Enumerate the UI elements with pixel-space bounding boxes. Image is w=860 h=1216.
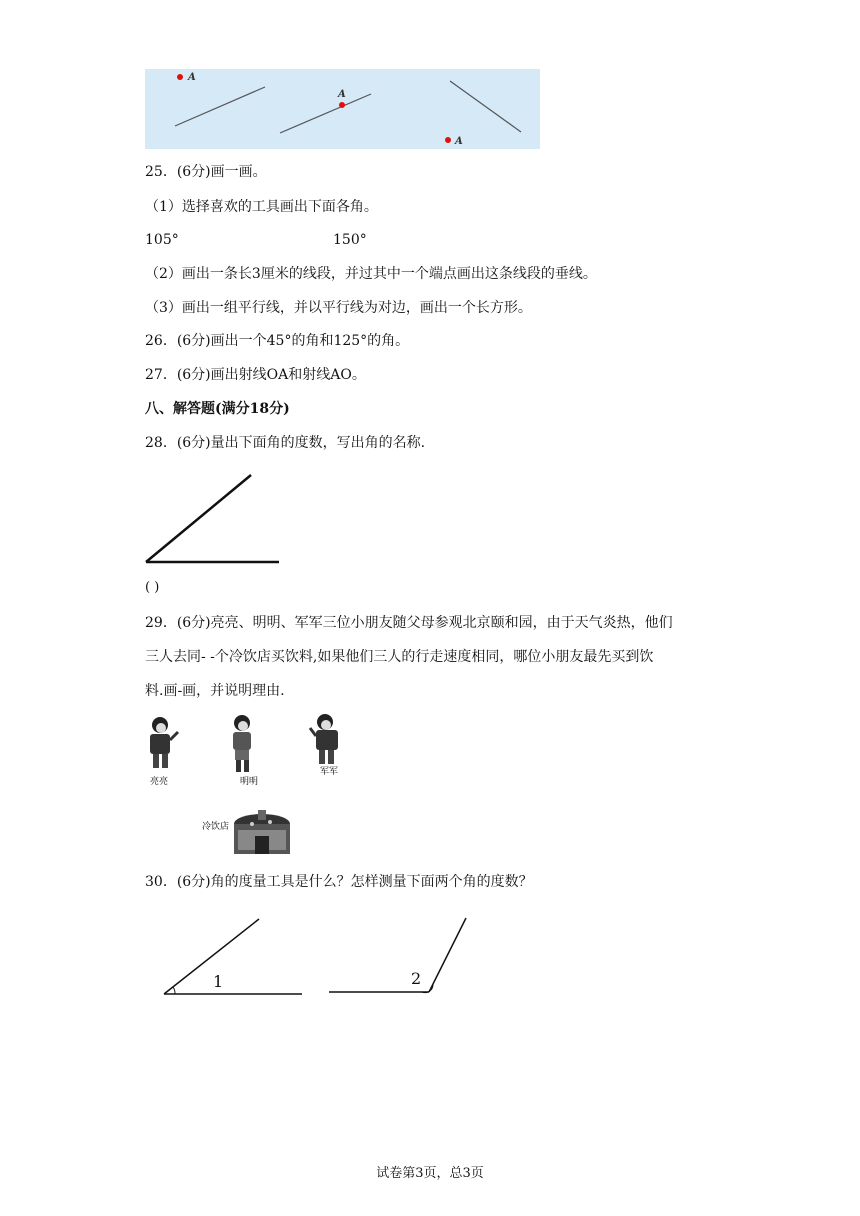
angle2-ray bbox=[429, 918, 466, 992]
kid-junjun bbox=[310, 714, 338, 764]
angle1-label: 1 bbox=[213, 972, 224, 991]
point-a-3-label: A bbox=[455, 136, 463, 147]
q28-angle-ray-oblique bbox=[146, 475, 251, 562]
q25-sub2: （2）画出一条长3厘米的线段，并过其中一个端点画出这条线段的垂线。 bbox=[145, 266, 597, 282]
q28-angle-figure bbox=[140, 470, 285, 570]
kid-label-3: 军军 bbox=[320, 767, 339, 777]
point-a-3 bbox=[445, 137, 451, 143]
q27: 27．(6分)画出射线OA和射线AO。 bbox=[145, 367, 366, 383]
q28-answer-blank: ( ) bbox=[145, 580, 160, 595]
q30-angles-figure bbox=[155, 910, 485, 1010]
kid-label-1: 亮亮 bbox=[150, 777, 169, 787]
q29-line1: 29．(6分)亮亮、明明、军军三位小朋友随父母参观北京颐和园，由于天气炎热，他们 bbox=[145, 615, 673, 631]
q25-sub3: （3）画出一组平行线，并以平行线为对边，画出一个长方形。 bbox=[145, 300, 532, 316]
page-footer: 试卷第3页，总3页 bbox=[376, 1166, 484, 1181]
point-a-1-label: A bbox=[188, 72, 196, 83]
kid-label-2: 明明 bbox=[240, 777, 259, 787]
q29-kids-figure bbox=[140, 712, 380, 862]
point-a-1 bbox=[177, 74, 183, 80]
point-a-2-label: A bbox=[338, 89, 346, 100]
q26: 26．(6分)画出一个45°的角和125°的角。 bbox=[145, 333, 410, 349]
q29-line2: 三人去同- -个冷饮店买饮料,如果他们三人的行走速度相同，哪位小朋友最先买到饮 bbox=[145, 649, 654, 665]
point-a-2 bbox=[339, 102, 345, 108]
q30-title: 30．(6分)角的度量工具是什么？怎样测量下面两个角的度数？ bbox=[145, 874, 533, 890]
q25-angle-150: 150° bbox=[333, 232, 367, 248]
kid-liangliang bbox=[150, 717, 178, 768]
angle1-ray bbox=[164, 919, 259, 994]
q29-line3: 料.画-画，并说明理由. bbox=[145, 683, 285, 699]
figure-background bbox=[145, 69, 540, 149]
cold-drink-shop bbox=[234, 810, 290, 854]
q28-title: 28．(6分)量出下面角的度数，写出角的名称. bbox=[145, 435, 426, 451]
point-line-figure bbox=[145, 69, 540, 149]
q25-sub1: （1）选择喜欢的工具画出下面各角。 bbox=[145, 199, 378, 215]
shop-label: 冷饮店 bbox=[202, 822, 230, 832]
section-heading: 八、解答题(满分18分) bbox=[145, 401, 290, 417]
angle2-label: 2 bbox=[411, 969, 422, 988]
kid-mingming bbox=[233, 715, 251, 772]
q25-angle-105: 105° bbox=[145, 232, 179, 248]
angle1-arc bbox=[173, 987, 175, 994]
q25-title: 25．(6分)画一画。 bbox=[145, 164, 267, 180]
